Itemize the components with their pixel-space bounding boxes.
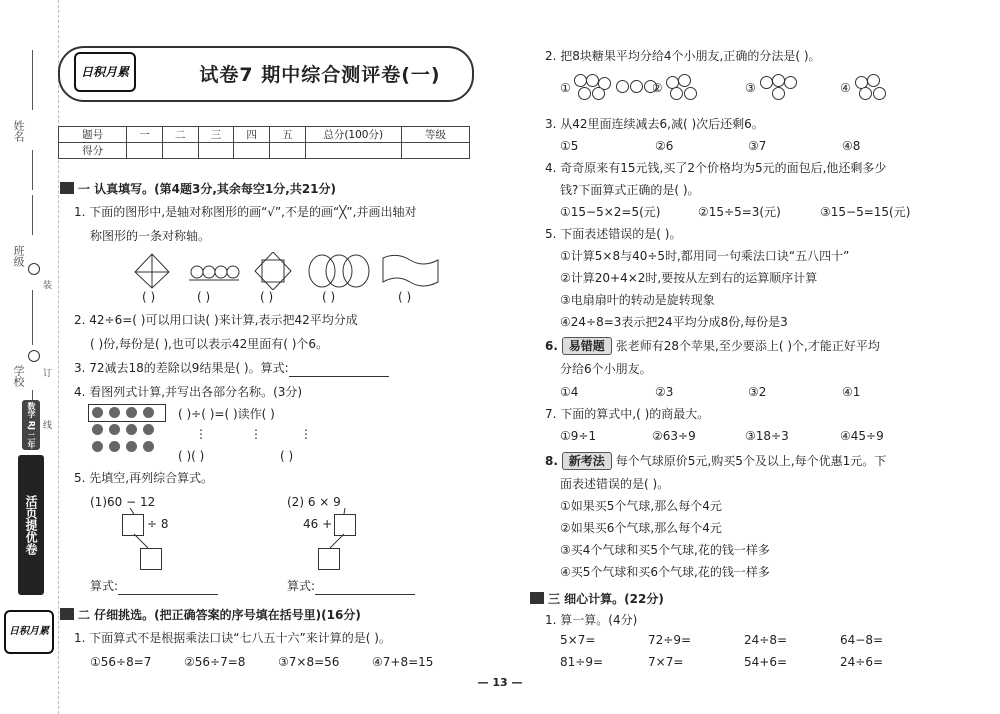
section2-title: 二 仔细挑选。(把正确答案的序号填在括号里)(16分) (60, 606, 361, 623)
s2-q6-opt1[interactable]: ①4 (560, 385, 579, 399)
s2-q4-line2: 钱?下面算式正确的是( )。 (560, 183, 700, 197)
s2-q5-opt1[interactable]: ①计算5×8与40÷5时,都用同一句乘法口诀“五八四十” (560, 249, 850, 263)
s1-q1-line2: 称图形的一条对称轴。 (90, 229, 211, 243)
dots-1: ⋮ (195, 427, 207, 441)
s2-q7-opt2[interactable]: ②63÷9 (652, 429, 696, 443)
s2-q2-opt4[interactable]: ④ (840, 81, 851, 95)
fruit-icon (126, 441, 137, 452)
binding-strip (0, 0, 59, 714)
candy-icon (616, 80, 629, 93)
s2-q4-opt1[interactable]: ①15−5×2=5(元) (560, 205, 661, 219)
series-sub: 数学 RJ 二年级 下册 (22, 400, 40, 450)
spiral-shape-icon (189, 266, 239, 280)
s2-q5: 5. 下面表述错误的是( )。 (545, 227, 682, 241)
fruit-icon (143, 441, 154, 452)
formula-blank[interactable] (118, 578, 218, 595)
calc-item[interactable]: 5×7= (560, 633, 596, 647)
school-line (32, 290, 33, 345)
score-value-row (59, 143, 470, 159)
formula-blank[interactable] (315, 578, 415, 595)
binding-hole (28, 350, 40, 362)
s2-q5-opt3[interactable]: ③电扇扇叶的转动是旋转现象 (560, 293, 715, 307)
square-star-shape-icon (255, 252, 291, 290)
s2-q7-opt4[interactable]: ④45÷9 (840, 429, 884, 443)
name-line-2 (32, 150, 33, 190)
section1-title: 一 认真填写。(第4题3分,其余每空1分,共21分) (60, 180, 336, 197)
score-input[interactable] (127, 143, 163, 159)
score-input[interactable] (234, 143, 270, 159)
school-label: 学校 (12, 365, 25, 387)
s1-q4-name-a[interactable]: ( )( ) (178, 449, 205, 463)
calc-item[interactable]: 72÷9= (648, 633, 692, 647)
seal-mark-1: 装 (41, 280, 51, 289)
side-logo: 日积月累 (4, 610, 54, 654)
s2-q1: 1. 下面算式不是根据乘法口诀“七八五十六”来计算的是( )。 (74, 631, 391, 645)
score-cell: 等级 (401, 127, 469, 143)
s2-q2-opt3[interactable]: ③ (745, 81, 756, 95)
score-cell: 得分 (59, 143, 127, 159)
s2-q7-opt3[interactable]: ③18÷3 (745, 429, 789, 443)
candy-group-icon (855, 74, 891, 100)
section-marker-icon (60, 182, 74, 194)
s2-q1-opt3[interactable]: ③7×8=56 (278, 655, 340, 669)
tree-lines-b (300, 508, 360, 552)
seal-mark-2: 订 (41, 368, 51, 377)
class-label: 班级 (12, 245, 25, 267)
score-cell: 二 (162, 127, 198, 143)
fruit-icon (109, 424, 120, 435)
binding-hole (28, 263, 40, 275)
score-cell: 四 (234, 127, 270, 143)
s1-q5: 5. 先填空,再列综合算式。 (74, 471, 214, 485)
s2-q8-opt4[interactable]: ④买5个气球和买6个气球,花的钱一样多 (560, 565, 770, 579)
dots-3: ⋮ (300, 427, 312, 441)
shape-answer-2[interactable]: ( ) (197, 290, 211, 304)
score-cell: 三 (198, 127, 234, 143)
s2-q8-opt3[interactable]: ③买4个气球和买5个气球,花的钱一样多 (560, 543, 770, 557)
s2-q1-opt4[interactable]: ④7+8=15 (372, 655, 434, 669)
score-table (58, 126, 470, 159)
rings-shape-icon (309, 255, 369, 287)
s2-q5-opt4[interactable]: ④24÷8=3表示把24平均分成8份,每份是3 (560, 315, 788, 329)
name-line (32, 50, 33, 110)
fruit-icon (126, 424, 137, 435)
s2-q6-opt2[interactable]: ②3 (655, 385, 674, 399)
s1-q5b-formula: 算式: (287, 578, 415, 595)
fruit-icon (92, 441, 103, 452)
s3-q1: 1. 算一算。(4分) (545, 613, 638, 627)
name-label: 姓名 (12, 120, 25, 142)
s1-q3: 3. 72减去18的差除以9结果是( )。算式: (74, 360, 389, 377)
calc-item[interactable]: 54+6= (744, 655, 788, 669)
s2-q5-opt2[interactable]: ②计算20+4×2时,要按从左到右的运算顺序计算 (560, 271, 818, 285)
score-cell: 总分(100分) (305, 127, 401, 143)
score-input[interactable] (305, 143, 401, 159)
shape-answer-4[interactable]: ( ) (322, 290, 336, 304)
shape-answer-3[interactable]: ( ) (260, 290, 274, 304)
flag-shape-icon (383, 255, 438, 286)
s2-q2: 2. 把8块糖果平均分给4个小朋友,正确的分法是( )。 (545, 49, 821, 63)
page-title: 试卷7 期中综合测评卷(一) (199, 64, 441, 86)
s2-q4-line1: 4. 奇奇原来有15元钱,买了2个价格均为5元的面包后,他还剩多少 (545, 161, 887, 175)
s2-q7: 7. 下面的算式中,( )的商最大。 (545, 407, 710, 421)
fruit-icon (143, 407, 154, 418)
s1-q5b: (2) 6 × 9 (287, 495, 341, 509)
section3-title: 三 细心计算。(22分) (530, 590, 664, 607)
candy-group-icon (760, 74, 796, 100)
fruit-icon (92, 424, 103, 435)
s2-q8-line2: 面表述错误的是( )。 (560, 477, 670, 491)
candy-icon (630, 80, 643, 93)
s2-q6-opt3[interactable]: ③2 (748, 385, 767, 399)
series-title: 活页提优卷 (18, 455, 44, 595)
s1-q5a-op: ÷ 8 (147, 517, 169, 531)
page-number: — 13 — (477, 676, 523, 689)
s1-q4: 4. 看图列式计算,并写出各部分名称。(3分) (74, 385, 303, 399)
calc-item[interactable]: 24÷6= (840, 655, 884, 669)
s2-q3-opt1[interactable]: ①5 (560, 139, 579, 153)
s2-q4-opt2[interactable]: ②15÷5=3(元) (698, 205, 781, 219)
tree-lines-a (110, 508, 170, 552)
calc-item[interactable]: 64−8= (840, 633, 884, 647)
s1-q5a-formula: 算式: (90, 578, 218, 595)
s2-q8-opt2[interactable]: ②如果买6个气球,那么每个4元 (560, 521, 722, 535)
s1-q4-formula[interactable]: ( )÷( )=( )读作( ) (178, 407, 275, 421)
class-line (32, 195, 33, 235)
s1-q4-name-b[interactable]: ( ) (280, 449, 294, 463)
s2-q6-opt4[interactable]: ④1 (842, 385, 861, 399)
section-marker-icon (530, 592, 544, 604)
fruit-icon (109, 407, 120, 418)
score-cell: 五 (270, 127, 306, 143)
s2-q1-opt1[interactable]: ①56÷8=7 (90, 655, 152, 669)
shape-answer-5[interactable]: ( ) (398, 290, 412, 304)
s1-q1-line1: 1. 下面的图形中,是轴对称图形的画“√”,不是的画“╳”,并画出轴对 (74, 205, 417, 219)
formula-blank[interactable] (289, 360, 389, 377)
s2-q2-opt2[interactable]: ② (652, 81, 663, 95)
candy-group-icon (666, 74, 702, 100)
calc-item[interactable]: 24÷8= (744, 633, 788, 647)
mistake-tag: 易错题 (562, 337, 612, 355)
s2-q8-opt1[interactable]: ①如果买5个气球,那么每个4元 (560, 499, 722, 513)
s1-q2-line1: 2. 42÷6=( )可以用口诀( )来计算,表示把42平均分成 (74, 313, 358, 327)
s1-q5b-op: 46 + (303, 517, 333, 531)
calc-item[interactable]: 81÷9= (560, 655, 604, 669)
s2-q2-opt1[interactable]: ① (560, 81, 571, 95)
diamond-shape-icon (135, 254, 169, 288)
fruit-icon (92, 407, 103, 418)
s2-q6: 6. 易错题 张老师有28个苹果,至少要添上( )个,才能正好平均 (545, 339, 880, 353)
s2-q3-opt3[interactable]: ③7 (748, 139, 767, 153)
score-header-row (59, 127, 470, 143)
fruit-icon (109, 441, 120, 452)
fruit-icon (126, 407, 137, 418)
score-input[interactable] (270, 143, 306, 159)
s2-q3-opt4[interactable]: ④8 (842, 139, 861, 153)
score-cell: 题号 (59, 127, 127, 143)
s2-q4-opt3[interactable]: ③15−5=15(元) (820, 205, 911, 219)
s2-q6-line2: 分给6个小朋友。 (560, 362, 652, 376)
score-cell: 一 (127, 127, 163, 143)
s2-q8: 8. 新考法 每个气球原价5元,购买5个及以上,每个优惠1元。下 (545, 454, 887, 468)
score-input[interactable] (198, 143, 234, 159)
shape-answer-1[interactable]: ( ) (142, 290, 156, 304)
calc-item[interactable]: 7×7= (648, 655, 684, 669)
s2-q3-opt2[interactable]: ②6 (655, 139, 674, 153)
s2-q1-opt2[interactable]: ②56÷7=8 (184, 655, 246, 669)
seal-mark-3: 线 (41, 420, 51, 429)
s1-q5a: (1)60 − 12 (90, 495, 156, 509)
shapes-row (125, 252, 455, 290)
s1-q2-line2: ( )份,每份是( ),也可以表示42里面有( )个6。 (90, 337, 329, 351)
header-logo: 日积月累 (74, 52, 136, 92)
s2-q7-opt1[interactable]: ①9÷1 (560, 429, 597, 443)
score-input[interactable] (162, 143, 198, 159)
section-marker-icon (60, 608, 74, 620)
score-input[interactable] (401, 143, 469, 159)
new-method-tag: 新考法 (562, 452, 612, 470)
dots-2: ⋮ (250, 427, 262, 441)
candy-group-icon (574, 74, 610, 100)
fruit-icon (143, 424, 154, 435)
s2-q3: 3. 从42里面连续减去6,减( )次后还剩6。 (545, 117, 764, 131)
